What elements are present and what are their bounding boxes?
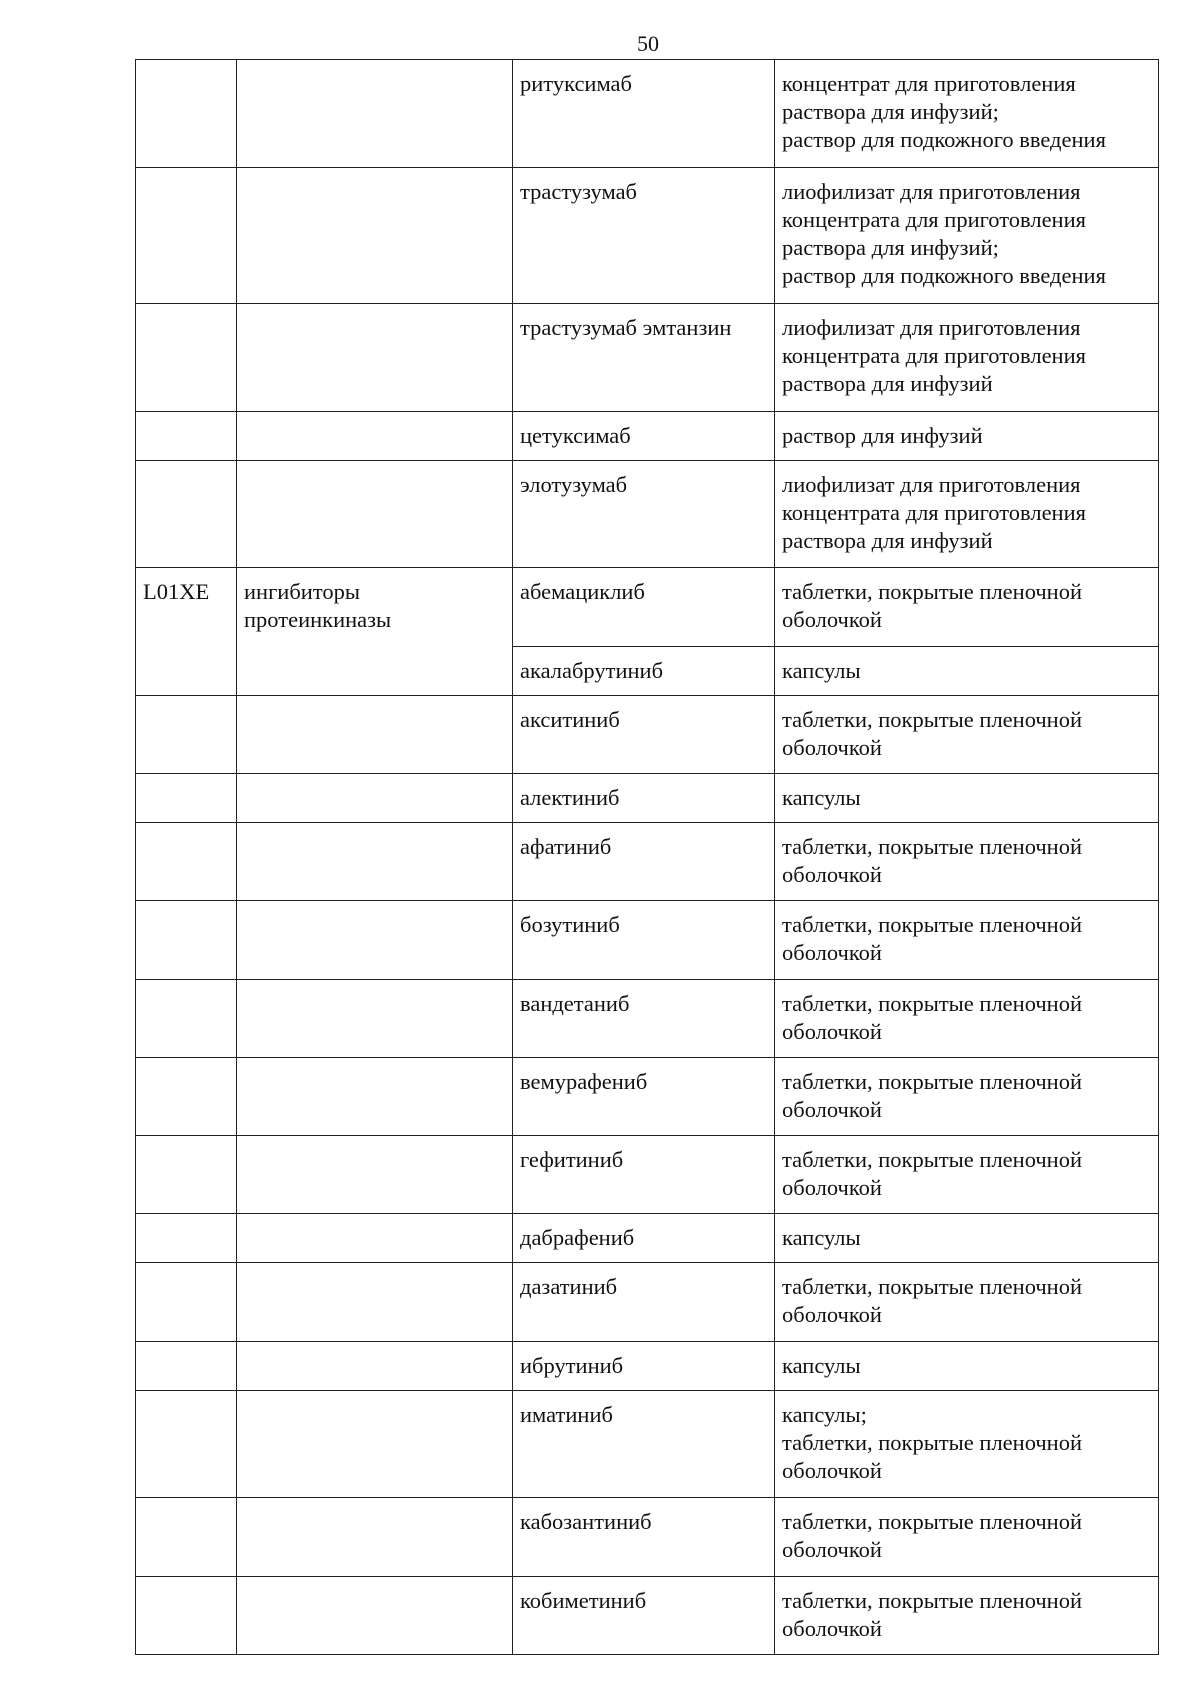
dosage-form-line: таблетки, покрытые пленочной xyxy=(782,1147,1083,1173)
table-row xyxy=(136,1136,1159,1214)
table-row xyxy=(136,1341,1159,1390)
table-row xyxy=(136,1214,1159,1263)
group-name-cell xyxy=(237,1341,513,1390)
dosage-form-line: капсулы; xyxy=(782,1401,867,1427)
atc-code-cell xyxy=(136,1498,237,1576)
table-row xyxy=(136,979,1159,1057)
drug-name-cell xyxy=(513,979,775,1057)
group-name-cell xyxy=(237,1576,513,1654)
dosage-form-cell xyxy=(775,1214,1159,1263)
dosage-form-line: оболочкой xyxy=(782,1615,882,1641)
drug-name: кобиметиниб xyxy=(520,1587,647,1613)
table-row xyxy=(136,60,1159,168)
dosage-form-line: оболочкой xyxy=(782,1018,882,1044)
table-row xyxy=(136,773,1159,822)
dosage-form-cell xyxy=(775,1576,1159,1654)
dosage-form-line: раствор для инфузий xyxy=(782,422,983,448)
group-name-cell xyxy=(237,167,513,304)
drug-name-cell xyxy=(513,646,775,695)
drug-name: абемациклиб xyxy=(520,579,645,605)
dosage-form-cell xyxy=(775,695,1159,773)
group-name-cell xyxy=(237,460,513,568)
drug-name-cell xyxy=(513,411,775,460)
drug-name-cell xyxy=(513,167,775,304)
table-row xyxy=(136,1498,1159,1576)
page-number: 50 xyxy=(637,31,659,56)
atc-code-cell xyxy=(136,460,237,568)
drug-name: акситиниб xyxy=(520,706,620,732)
dosage-form-cell xyxy=(775,167,1159,304)
group-name-cell xyxy=(237,773,513,822)
table-row xyxy=(136,822,1159,900)
dosage-form-line: таблетки, покрытые пленочной xyxy=(782,990,1083,1016)
group-name-cell xyxy=(237,822,513,900)
table-row xyxy=(136,167,1159,304)
group-name-cell xyxy=(237,979,513,1057)
drug-name: афатиниб xyxy=(520,833,612,859)
dosage-form-line: концентрат для приготовления xyxy=(782,71,1076,96)
dosage-form-cell xyxy=(775,460,1159,568)
dosage-form-cell xyxy=(775,822,1159,900)
atc-code-cell xyxy=(136,695,237,773)
table-row xyxy=(136,1263,1159,1341)
atc-code-cell xyxy=(136,304,237,412)
table-row xyxy=(136,460,1159,568)
atc-code-cell xyxy=(136,411,237,460)
drug-name-cell xyxy=(513,1390,775,1498)
dosage-form-line: оболочкой xyxy=(782,1096,882,1122)
group-name-cell xyxy=(237,901,513,979)
drug-table-body xyxy=(136,60,1159,1655)
table-row xyxy=(136,304,1159,412)
dosage-form-cell xyxy=(775,568,1159,646)
dosage-form-line: оболочкой xyxy=(782,1302,882,1328)
dosage-form-line: таблетки, покрытые пленочной xyxy=(782,1587,1083,1613)
drug-name: ибрутиниб xyxy=(520,1352,624,1378)
dosage-form-cell xyxy=(775,646,1159,695)
dosage-form-cell xyxy=(775,901,1159,979)
group-name-cell xyxy=(237,1214,513,1263)
dosage-form-line: раствора для инфузий; xyxy=(782,99,999,124)
dosage-form-cell xyxy=(775,1136,1159,1214)
dosage-form-cell xyxy=(775,1263,1159,1341)
drug-name-cell xyxy=(513,460,775,568)
dosage-form-line: оболочкой xyxy=(782,1537,882,1563)
atc-code-cell xyxy=(136,167,237,304)
atc-code: L01XE xyxy=(143,579,210,605)
dosage-form-line: концентрата для приготовления xyxy=(782,499,1086,525)
atc-code-cell xyxy=(136,979,237,1057)
table-row xyxy=(136,568,1159,646)
table-row xyxy=(136,1390,1159,1498)
dosage-form-line: оболочкой xyxy=(782,607,882,633)
drug-name-cell xyxy=(513,1136,775,1214)
group-name-cell xyxy=(237,304,513,412)
drug-name: иматиниб xyxy=(520,1401,613,1427)
drug-name: ритуксимаб xyxy=(520,71,632,96)
dosage-form-line: капсулы xyxy=(782,657,861,683)
drug-name-cell xyxy=(513,1214,775,1263)
atc-code-cell xyxy=(136,901,237,979)
dosage-form-line: капсулы xyxy=(782,1225,861,1251)
atc-code-cell xyxy=(136,568,237,695)
drug-name: вандетаниб xyxy=(520,990,630,1016)
group-name-cell xyxy=(237,1136,513,1214)
dosage-form-line: раствора для инфузий xyxy=(782,371,993,397)
dosage-form-line: таблетки, покрытые пленочной xyxy=(782,1429,1083,1455)
group-name-cell xyxy=(237,1498,513,1576)
dosage-form-cell xyxy=(775,1341,1159,1390)
drug-name-cell xyxy=(513,1341,775,1390)
dosage-form-line: таблетки, покрытые пленочной xyxy=(782,1068,1083,1094)
dosage-form-line: капсулы xyxy=(782,784,861,810)
group-name-cell xyxy=(237,411,513,460)
dosage-form-line: таблетки, покрытые пленочной xyxy=(782,912,1083,938)
dosage-form-line: лиофилизат для приготовления xyxy=(782,178,1081,204)
dosage-form-line: лиофилизат для приготовления xyxy=(782,471,1081,497)
dosage-form-line: концентрата для приготовления xyxy=(782,206,1086,232)
dosage-form-line: капсулы xyxy=(782,1352,861,1378)
drug-name: трастузумаб эмтанзин xyxy=(520,315,732,341)
dosage-form-line: раствора для инфузий; xyxy=(782,234,999,260)
drug-name: дазатиниб xyxy=(520,1274,618,1300)
dosage-form-line: таблетки, покрытые пленочной xyxy=(782,1509,1083,1535)
table-row xyxy=(136,1576,1159,1654)
dosage-form-cell xyxy=(775,60,1159,168)
atc-code-cell xyxy=(136,1390,237,1498)
dosage-form-line: таблетки, покрытые пленочной xyxy=(782,833,1083,859)
atc-code-cell xyxy=(136,773,237,822)
drug-name-cell xyxy=(513,568,775,646)
table-row xyxy=(136,901,1159,979)
drug-name: трастузумаб xyxy=(520,178,638,204)
drug-name-cell xyxy=(513,822,775,900)
atc-code-cell xyxy=(136,1214,237,1263)
drug-name-cell xyxy=(513,1498,775,1576)
group-name-cell xyxy=(237,568,513,695)
group-name-cell xyxy=(237,60,513,168)
dosage-form-line: раствор для подкожного введения xyxy=(782,262,1106,288)
dosage-form-line: таблетки, покрытые пленочной xyxy=(782,1274,1083,1300)
group-name-cell xyxy=(237,1263,513,1341)
dosage-form-line: оболочкой xyxy=(782,1457,882,1483)
drug-name-cell xyxy=(513,695,775,773)
dosage-form-line: раствора для инфузий xyxy=(782,527,993,553)
drug-name: бозутиниб xyxy=(520,912,620,938)
drug-name-cell xyxy=(513,1263,775,1341)
dosage-form-cell xyxy=(775,1498,1159,1576)
group-name-line: протеинкиназы xyxy=(244,607,392,633)
dosage-form-cell xyxy=(775,411,1159,460)
atc-code-cell xyxy=(136,1136,237,1214)
dosage-form-line: оболочкой xyxy=(782,734,882,760)
table-row xyxy=(136,695,1159,773)
dosage-form-line: концентрата для приготовления xyxy=(782,343,1086,369)
dosage-form-line: раствор для подкожного введения xyxy=(782,127,1106,152)
dosage-form-cell xyxy=(775,1390,1159,1498)
drug-name-cell xyxy=(513,1057,775,1135)
group-name-cell xyxy=(237,695,513,773)
drug-name: вемурафениб xyxy=(520,1068,648,1094)
atc-code-cell xyxy=(136,1341,237,1390)
atc-code-cell xyxy=(136,60,237,168)
dosage-form-cell xyxy=(775,1057,1159,1135)
dosage-form-line: оболочкой xyxy=(782,940,882,966)
atc-code-cell xyxy=(136,1576,237,1654)
atc-code-cell xyxy=(136,822,237,900)
atc-code-cell xyxy=(136,1057,237,1135)
drug-table xyxy=(135,59,1159,1655)
drug-name-cell xyxy=(513,304,775,412)
drug-name: алектиниб xyxy=(520,784,620,810)
dosage-form-cell xyxy=(775,979,1159,1057)
drug-name: акалабрутиниб xyxy=(520,657,664,683)
group-name-cell xyxy=(237,1390,513,1498)
table-row xyxy=(136,411,1159,460)
drug-name-cell xyxy=(513,1576,775,1654)
group-name-line: ингибиторы xyxy=(244,579,360,605)
drug-name: кабозантиниб xyxy=(520,1509,652,1535)
dosage-form-line: лиофилизат для приготовления xyxy=(782,315,1081,341)
table-row xyxy=(136,1057,1159,1135)
drug-name-cell xyxy=(513,773,775,822)
drug-name: цетуксимаб xyxy=(520,422,631,448)
drug-name-cell xyxy=(513,60,775,168)
dosage-form-cell xyxy=(775,773,1159,822)
group-name-cell xyxy=(237,1057,513,1135)
atc-code-cell xyxy=(136,1263,237,1341)
dosage-form-line: оболочкой xyxy=(782,1175,882,1201)
dosage-form-line: таблетки, покрытые пленочной xyxy=(782,579,1083,605)
dosage-form-line: оболочкой xyxy=(782,861,882,887)
dosage-form-cell xyxy=(775,304,1159,412)
dosage-form-line: таблетки, покрытые пленочной xyxy=(782,706,1083,732)
drug-name-cell xyxy=(513,901,775,979)
drug-name: дабрафениб xyxy=(520,1225,635,1251)
drug-name: гефитиниб xyxy=(520,1147,624,1173)
drug-name: элотузумаб xyxy=(520,471,628,497)
